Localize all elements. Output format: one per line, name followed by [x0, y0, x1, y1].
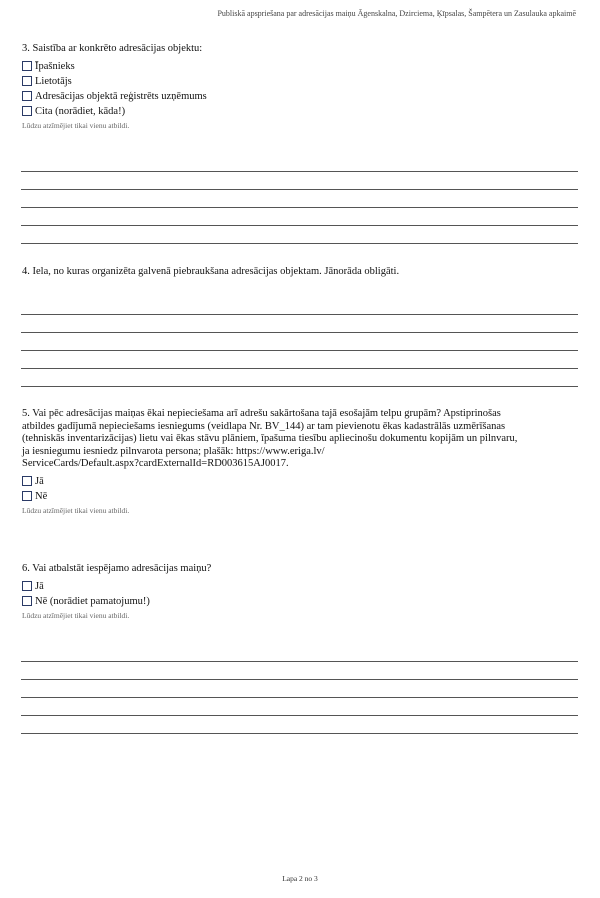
page-number: Lapa 2 no 3: [282, 874, 318, 883]
answer-line[interactable]: [21, 190, 578, 208]
question-6-title: 6. Vai atbalstāt iespējamo adresācijas maiņu?: [22, 563, 212, 574]
answer-line[interactable]: [21, 297, 578, 315]
question-3-answer-lines[interactable]: [21, 154, 578, 244]
checkbox[interactable]: [22, 581, 32, 591]
answer-line[interactable]: [21, 226, 578, 244]
checkbox[interactable]: [22, 106, 32, 116]
answer-line[interactable]: [21, 369, 578, 387]
answer-line[interactable]: [21, 208, 578, 226]
answer-line[interactable]: [21, 351, 578, 369]
answer-line[interactable]: [21, 716, 578, 734]
question-5-title-line: ja iesniegumu iesniedz pilnvarota persona; plašāk: https://www.eriga.lv/: [22, 445, 325, 457]
answer-line[interactable]: [21, 154, 578, 172]
answer-line[interactable]: [21, 680, 578, 698]
question-3: [22, 43, 578, 130]
answer-line[interactable]: [21, 662, 578, 680]
question-3-title: 3. Saistība ar konkrēto adresācijas objektu:: [22, 43, 203, 54]
option-label: Jā: [35, 580, 44, 592]
question-6-answer-lines[interactable]: [21, 644, 578, 734]
question-5-title-line: atbildes gadījumā nepieciešams iesniegums (veidlapa Nr. BV_144) ar tam pievienotu ēkas kadastrālās uzmērīšanas: [22, 420, 506, 432]
question-5-title-line: 5. Vai pēc adresācijas maiņas ēkai nepieciešama arī adrešu sakārtošana tajā esošajām telpu grupām? Apstiprinošas: [22, 408, 501, 419]
option-no[interactable]: [22, 489, 578, 504]
question-5-title-line: ServiceCards/Default.aspx?cardExternalId=RD003615AJ0017.: [22, 458, 289, 469]
option-label: Nē (norādiet pamatojumu!): [35, 595, 150, 607]
option-label: Īpašnieks: [35, 60, 75, 72]
question-3-hint: Lūdzu atzīmējiet tikai vienu atbildi.: [22, 120, 130, 130]
option-owner[interactable]: [22, 59, 578, 74]
option-label: Adresācijas objektā reģistrēts uzņēmums: [35, 90, 207, 102]
question-4-answer-lines[interactable]: [21, 297, 578, 387]
option-no-with-reason[interactable]: [22, 594, 578, 609]
checkbox[interactable]: [22, 91, 32, 101]
checkbox[interactable]: [22, 491, 32, 501]
option-other[interactable]: [22, 104, 578, 119]
checkbox[interactable]: [22, 76, 32, 86]
checkbox[interactable]: [22, 596, 32, 606]
answer-line[interactable]: [21, 698, 578, 716]
option-label: Lietotājs: [35, 75, 72, 87]
page-header: Publiskā apspriešana par adresācijas maiņu Āgenskalna, Dzirciema, Ķīpsalas, Šampētera un Zasulauka apkaimē: [217, 9, 576, 18]
answer-line[interactable]: [21, 315, 578, 333]
question-4: [22, 266, 578, 279]
checkbox[interactable]: [22, 61, 32, 71]
option-yes[interactable]: [22, 474, 578, 489]
checkbox[interactable]: [22, 476, 32, 486]
answer-line[interactable]: [21, 333, 578, 351]
option-company[interactable]: [22, 89, 578, 104]
option-label: Jā: [35, 475, 44, 487]
option-label: Cita (norādiet, kāda!): [35, 105, 126, 117]
answer-line[interactable]: [21, 644, 578, 662]
question-4-title: 4. Iela, no kuras organizēta galvenā piebraukšana adresācijas objektam. Jānorāda obligāti.: [22, 266, 400, 277]
question-5-title: [22, 408, 578, 471]
question-5: [22, 408, 578, 515]
question-6-hint: Lūdzu atzīmējiet tikai vienu atbildi.: [22, 610, 130, 620]
option-user[interactable]: [22, 74, 578, 89]
question-6: [22, 563, 578, 620]
option-yes[interactable]: [22, 579, 578, 594]
answer-line[interactable]: [21, 172, 578, 190]
question-5-hint: Lūdzu atzīmējiet tikai vienu atbildi.: [22, 505, 130, 515]
option-label: Nē: [35, 490, 48, 502]
question-5-title-line: (tehniskās inventarizācijas) lietu vai ēkas stāvu plāniem, īpašuma tiesību apliecinošu dokumentu kopijām un pilnvaru,: [22, 433, 518, 444]
